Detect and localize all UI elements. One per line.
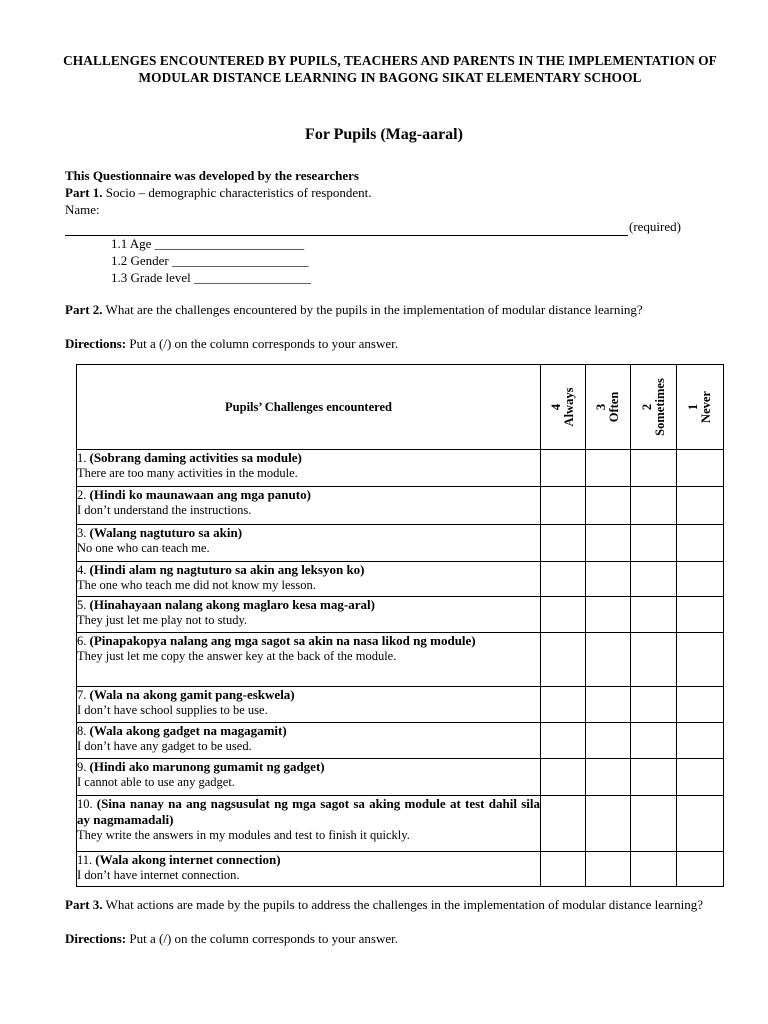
- scale-header-never: [677, 365, 724, 450]
- table-row: [77, 487, 724, 525]
- answer-cell-always[interactable]: [541, 723, 586, 759]
- item-english: I cannot able to use any gadget.: [77, 775, 235, 789]
- answer-cell-often[interactable]: [586, 723, 631, 759]
- item-tagalog: (Sina nanay na ang nagsusulat ng mga sagot sa aking module at test dahil sila ay nagmamadali): [77, 796, 540, 827]
- name-field[interactable]: [65, 222, 628, 236]
- item-english: No one who can teach me.: [77, 541, 210, 555]
- part2-directions-label: Directions:: [65, 336, 127, 351]
- answer-cell-never[interactable]: [677, 633, 724, 687]
- part3-directions: [65, 931, 398, 947]
- challenge-item: [77, 759, 541, 796]
- answer-cell-often[interactable]: [586, 487, 631, 525]
- item-english: They just let me copy the answer key at the back of the module.: [77, 649, 397, 663]
- item-tagalog: (Wala akong internet connection): [95, 852, 281, 867]
- challenge-item: [77, 852, 541, 887]
- answer-cell-sometimes[interactable]: [631, 723, 677, 759]
- scale-num: 3: [594, 403, 608, 411]
- part2-heading: [65, 302, 718, 318]
- part2-label: Part 2.: [65, 302, 103, 317]
- grade-level-field[interactable]: 1.3 Grade level __________________: [111, 270, 312, 285]
- answer-cell-often[interactable]: [586, 759, 631, 796]
- scale-num: 4: [549, 403, 563, 411]
- answer-cell-often[interactable]: [586, 796, 631, 852]
- item-tagalog: (Wala akong gadget na magagamit): [89, 723, 287, 738]
- item-tagalog: (Wala na akong gamit pang-eskwela): [89, 687, 295, 702]
- answer-cell-often[interactable]: [586, 633, 631, 687]
- answer-cell-often[interactable]: [586, 687, 631, 723]
- item-tagalog: (Hindi ko maunawaan ang mga panuto): [89, 487, 311, 502]
- part3-heading: [65, 897, 718, 913]
- table-row: [77, 525, 724, 562]
- item-number: 11.: [77, 853, 96, 867]
- item-number: 10.: [77, 797, 97, 811]
- scale-header-sometimes: [631, 365, 677, 450]
- item-english: I don’t understand the instructions.: [77, 503, 252, 517]
- part3-directions-label: Directions:: [65, 931, 127, 946]
- table-row: [77, 562, 724, 597]
- challenges-table: [76, 364, 724, 887]
- item-english: The one who teach me did not know my lesson.: [77, 578, 316, 592]
- item-tagalog: (Walang nagtuturo sa akin): [89, 525, 243, 540]
- item-number: 5.: [77, 598, 90, 612]
- part2-directions-text: Put a (/) on the column corresponds to your answer.: [126, 336, 399, 351]
- answer-cell-never[interactable]: [677, 723, 724, 759]
- table-header-row: [77, 365, 724, 450]
- table-row: [77, 723, 724, 759]
- answer-cell-often[interactable]: [586, 852, 631, 887]
- answer-cell-always[interactable]: [541, 759, 586, 796]
- answer-cell-never[interactable]: [677, 597, 724, 633]
- challenge-item: [77, 796, 541, 852]
- answer-cell-never[interactable]: [677, 487, 724, 525]
- part2-directions: [65, 336, 398, 352]
- item-tagalog: (Hindi ako marunong gumamit ng gadget): [89, 759, 325, 774]
- item-number: 8.: [77, 724, 90, 738]
- challenge-item: [77, 723, 541, 759]
- item-number: 4.: [77, 563, 90, 577]
- item-number: 7.: [77, 688, 90, 702]
- table-row: [77, 450, 724, 487]
- answer-cell-never[interactable]: [677, 759, 724, 796]
- gender-field[interactable]: 1.2 Gender _____________________: [111, 253, 309, 268]
- answer-cell-always[interactable]: [541, 597, 586, 633]
- answer-cell-sometimes[interactable]: [631, 450, 677, 487]
- answer-cell-always[interactable]: [541, 633, 586, 687]
- answer-cell-never[interactable]: [677, 525, 724, 562]
- answer-cell-sometimes[interactable]: [631, 525, 677, 562]
- scale-label: Sometimes: [652, 378, 667, 436]
- name-label: Name:: [65, 202, 100, 217]
- part1-label: Part 1.: [65, 185, 103, 200]
- answer-cell-sometimes[interactable]: [631, 796, 677, 852]
- answer-cell-always[interactable]: [541, 562, 586, 597]
- item-number: 2.: [77, 488, 90, 502]
- required-note: (required): [629, 219, 681, 234]
- document-subtitle: For Pupils (Mag-aaral): [305, 126, 463, 143]
- scale-num: 1: [686, 403, 700, 411]
- answer-cell-always[interactable]: [541, 796, 586, 852]
- challenge-item: [77, 562, 541, 597]
- part1-heading: [65, 185, 371, 201]
- developed-by-note: This Questionnaire was developed by the researchers: [65, 168, 359, 183]
- answer-cell-often[interactable]: [586, 562, 631, 597]
- answer-cell-sometimes[interactable]: [631, 633, 677, 687]
- part3-label: Part 3.: [65, 897, 103, 912]
- document-title: CHALLENGES ENCOUNTERED BY PUPILS, TEACHERS AND PARENTS IN THE IMPLEMENTATION OF MODULAR DISTANCE LEARNING IN BAGONG SIKAT ELEMENTARY SCHOOL: [63, 53, 717, 85]
- item-number: 1.: [77, 451, 90, 465]
- challenge-item: [77, 633, 541, 687]
- answer-cell-never[interactable]: [677, 852, 724, 887]
- answer-cell-never[interactable]: [677, 796, 724, 852]
- item-tagalog: (Hinahayaan nalang akong maglaro kesa mag-aral): [89, 597, 375, 612]
- item-english: I don’t have school supplies to be use.: [77, 703, 268, 717]
- scale-label: Always: [562, 387, 576, 427]
- answer-cell-sometimes[interactable]: [631, 562, 677, 597]
- table-row: [77, 852, 724, 887]
- scale-label: Never: [699, 391, 713, 423]
- answer-cell-always[interactable]: [541, 852, 586, 887]
- answer-cell-sometimes[interactable]: [631, 687, 677, 723]
- challenge-item: [77, 687, 541, 723]
- table-row: [77, 759, 724, 796]
- scale-header-always: [541, 365, 586, 450]
- part3-directions-text: Put a (/) on the column corresponds to your answer.: [126, 931, 399, 946]
- answer-cell-often[interactable]: [586, 525, 631, 562]
- answer-cell-always[interactable]: [541, 525, 586, 562]
- item-english: They write the answers in my modules and test to finish it quickly.: [77, 828, 410, 842]
- table-row: [77, 597, 724, 633]
- item-number: 3.: [77, 526, 90, 540]
- item-english: I don’t have any gadget to be used.: [77, 739, 252, 753]
- answer-cell-often[interactable]: [586, 450, 631, 487]
- challenge-item: [77, 487, 541, 525]
- part3-text: What actions are made by the pupils to address the challenges in the implementation of modular distance learning?: [102, 897, 704, 912]
- answer-cell-always[interactable]: [541, 450, 586, 487]
- item-tagalog: (Hindi alam ng nagtuturo sa akin ang leksyon ko): [89, 562, 365, 577]
- scale-header-often: [586, 365, 631, 450]
- scale-label: Often: [607, 391, 621, 423]
- challenges-header: Pupils’ Challenges encountered: [77, 365, 541, 450]
- challenge-item: [77, 525, 541, 562]
- table-row: [77, 796, 724, 852]
- table-row: [77, 633, 724, 687]
- table-row: [77, 687, 724, 723]
- answer-cell-often[interactable]: [586, 597, 631, 633]
- challenge-item: [77, 597, 541, 633]
- part1-text: Socio – demographic characteristics of respondent.: [102, 185, 372, 200]
- item-number: 9.: [77, 760, 90, 774]
- answer-cell-sometimes[interactable]: [631, 597, 677, 633]
- item-english: There are too many activities in the module.: [77, 466, 298, 480]
- answer-cell-always[interactable]: [541, 687, 586, 723]
- age-field[interactable]: 1.1 Age _______________________: [111, 236, 305, 251]
- item-english: They just let me play not to study.: [77, 613, 248, 627]
- answer-cell-sometimes[interactable]: [631, 852, 677, 887]
- answer-cell-sometimes[interactable]: [631, 759, 677, 796]
- part2-text: What are the challenges encountered by the pupils in the implementation of modular distance learning?: [102, 302, 643, 317]
- scale-num: 2: [639, 403, 654, 411]
- item-tagalog: (Pinapakopya nalang ang mga sagot sa akin na nasa likod ng module): [89, 633, 476, 648]
- answer-cell-never[interactable]: [677, 450, 724, 487]
- challenge-item: [77, 450, 541, 487]
- item-tagalog: (Sobrang daming activities sa module): [89, 450, 302, 465]
- answer-cell-never[interactable]: [677, 687, 724, 723]
- answer-cell-always[interactable]: [541, 487, 586, 525]
- item-english: I don’t have internet connection.: [77, 868, 240, 882]
- answer-cell-never[interactable]: [677, 562, 724, 597]
- item-number: 6.: [77, 634, 90, 648]
- answer-cell-sometimes[interactable]: [631, 487, 677, 525]
